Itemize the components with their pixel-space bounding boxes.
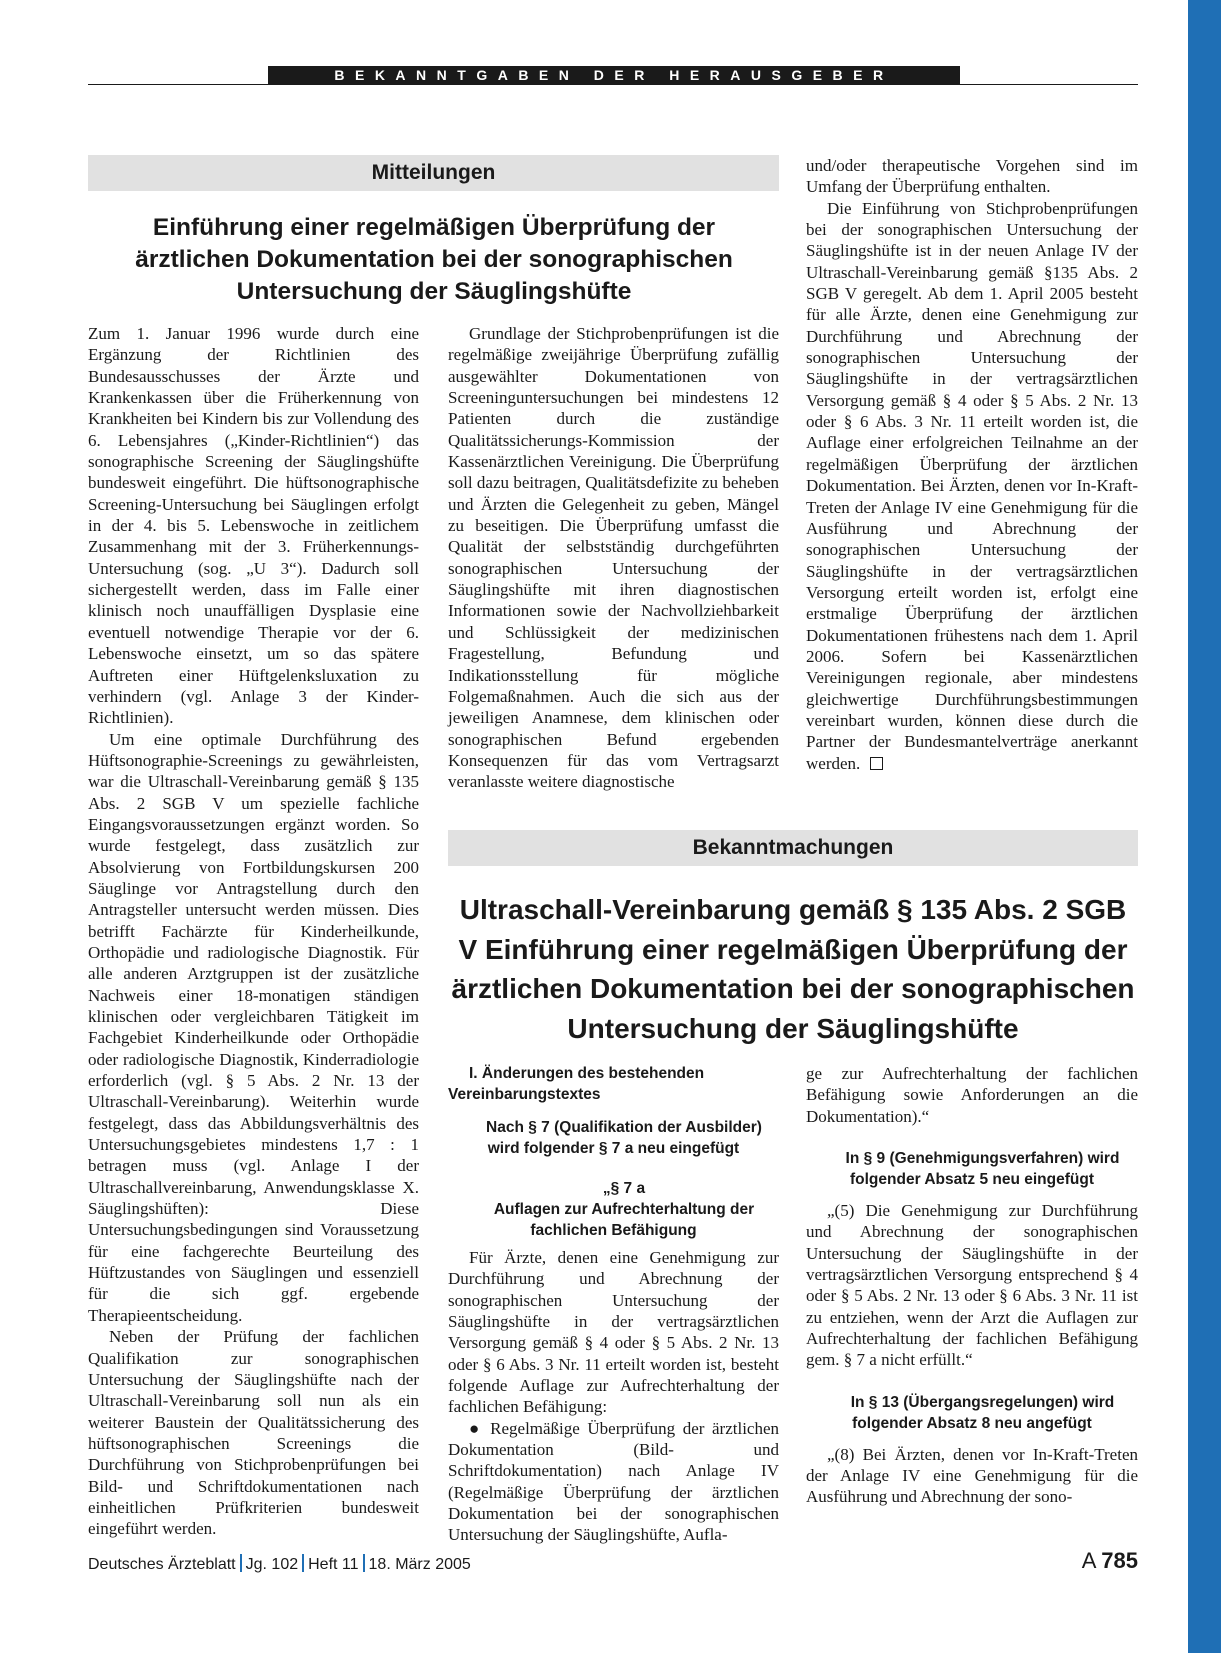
footer-issue: Heft 11 <box>308 1556 359 1573</box>
article2-heading-section13: In § 13 (Übergangsregelungen) wird folgender Absatz 8 neu angefügt <box>850 1393 1115 1432</box>
header-rule <box>88 84 1138 85</box>
article2-paragraph-subtitle: Auflagen zur Aufrechterhaltung der fachlichen Befähigung <box>493 1201 755 1239</box>
footer-separator <box>240 1554 242 1572</box>
article1-column-2 <box>448 323 779 793</box>
section-title-mitteilungen: Mitteilungen <box>88 155 779 191</box>
section-title-bekanntmachungen: Bekanntmachungen <box>448 830 1138 866</box>
article2-left-paragraph: Für Ärzte, denen eine Genehmigung zur Durchführung und Abrechnung der sonographischen Untersuchung der Säuglingshüfte in der vertragsärztlichen Versorgung gemäß § 4 oder § 5 Abs. 2 Nr. 13 oder § 6 Abs. 3 Nr. 11 erteilt worden ist, besteht folgende Auflage zur Aufrechterhaltung der fachlichen Befähigung: <box>448 1248 779 1417</box>
article1-headline: Einführung einer regelmäßigen Überprüfung der ärztlichen Dokumentation bei der sonographischen Untersuchung der Säuglingshüfte <box>135 214 733 305</box>
article2-heading-section9: In § 9 (Genehmigungsverfahren) wird folgender Absatz 5 neu eingefügt <box>845 1150 1120 1189</box>
footer-separator <box>302 1554 304 1572</box>
article2-column-right <box>806 1063 1138 1508</box>
page-number: A 785 <box>1081 1548 1138 1573</box>
footer-separator <box>363 1554 365 1572</box>
article1-col1-paragraph: Um eine optimale Durchführung des Hüftsonographie-Screenings zu gewährleisten, war die Ultraschall-Vereinbarung gemäß § 135 Abs. 2 SGB V um spezielle fachliche Eingangsvoraussetzungen ergänzt worden. So wurde festgelegt, dass zusätzlich zur Absolvierung von Fortbildungskursen 200 Säuglinge vor Antragstellung durch den Antragsteller untersucht werden müssen. Dies betrifft Fachärzte für Kinderheilkunde, Orthopädie und radiologische Diagnostik. Für alle anderen Arztgruppen ist der zusätzliche Nachweis einer 18-monatigen ständigen klinischen oder vergleichbaren Tätigkeit im Fachgebiet Kinderheilkunde oder Orthopädie oder radiologische Diagnostik, Kinderradiologie erforderlich (vgl. § 5 Abs. 2 Nr. 13 der Ultraschall-Vereinbarung). Weiterhin wurde festgelegt, dass das Abbildungsverhältnis des Untersuchungsgebietes mindestens 1,7 : 1 betragen muss (vgl. Anlage I der Ultraschallvereinbarung, Anwendungsklasse X. Säuglingshüften): Diese Untersuchungsbedingungen sind Voraussetzung für eine fachgerechte Beurteilung des Hüftzustandes von Säuglingen und essenziell für die sich ggf. ergebende Therapieentscheidung. <box>88 729 419 1325</box>
footer-citation <box>88 1554 471 1574</box>
article2-right-paragraph: ge zur Aufrechterhaltung der fachlichen Befähigung sowie Anforderungen an die Dokumentation).“ <box>806 1064 1138 1126</box>
footer-journal: Deutsches Ärzteblatt <box>88 1556 236 1573</box>
article1-col2-paragraph: Grundlage der Stichprobenprüfungen ist die regelmäßige zweijährige Überprüfung zufällig ausgewählter Dokumentationen von Screeninguntersuchungen bei mindestens 12 Patienten durch die zuständige Qualitätssicherungs-Kommission der Kassenärztlichen Vereinigung. Die Überprüfung soll dazu beitragen, Qualitätsdefizite zu beheben und Ärzten die Gelegenheit zu geben, Mängel zu beseitigen. Die Überprüfung umfasst die Qualität der selbstständig durchgeführten sonographischen Untersuchung der Säuglingshüfte mit ihren diagnostischen Informationen sowie der Nachvollziehbarkeit und Schlüssigkeit der medizinischen Fragestellung, Befundung und Indikationsstellung für mögliche Folgemaßnahmen. Auch die sich aus der jeweiligen Anamnese, dem klinischen oder sonographischen Befund ergebenden Konsequenzen für das vom Vertragsarzt veranlasste weitere diagnostische <box>448 324 779 792</box>
article1-col1-paragraph: Neben der Prüfung der fachlichen Qualifikation zur sonographischen Untersuchung der Säuglingshüfte nach der Ultraschall-Vereinbarung soll nun als ein weiterer Baustein der Qualitätssicherung des hüftsonographischen Screenings die Durchführung von Stichprobenprüfungen bei Bild- und Schriftdokumentationen nach einheitlichen Prüfkriterien bundesweit eingeführt werden. <box>88 1327 419 1539</box>
article2-right-paragraph: „(5) Die Genehmigung zur Durchführung und Abrechnung der sonographischen Untersuchung der Säuglingshüfte in der vertragsärztlichen Versorgung entsprechend § 4 oder § 5 Abs. 2 Nr. 13 oder § 6 Abs. 3 Nr. 11 ist zu entziehen, wenn der Arzt die Auflagen zur Aufrechterhaltung der fachlichen Befähigung gem. § 7 a nicht erfüllt.“ <box>806 1201 1138 1370</box>
article1-col1-paragraph: Zum 1. Januar 1996 wurde durch eine Ergänzung der Richtlinien des Bundesausschusses der Ärzte und Krankenkassen über die Früherkennung von Krankheiten bei Kindern bis zur Vollendung des 6. Lebensjahres („Kinder-Richtlinien“) das sonographische Screening der Säuglingshüfte bundesweit eingeführt. Die hüftsonographische Screening-Untersuchung bei Säuglingen erfolgt in der 4. bis 5. Lebenswoche in zeitlichem Zusammenhang mit der 3. Früherkennungs-Untersuchung (sog. „U 3“). Dadurch soll sichergestellt werden, dass im Falle einer klinisch noch unauffälligen Dysplasie eine eventuell notwendige Therapie vor der 6. Lebenswoche einsetzt, um so das spätere Auftreten einer Hüftgelenksluxation zu verhindern (vgl. Anlage 3 der Kinder-Richtlinien). <box>88 324 419 728</box>
footer-volume: Jg. 102 <box>245 1556 299 1573</box>
article2-heading-changes: I. Änderungen des bestehenden Vereinbarungstextes <box>448 1065 705 1103</box>
accent-sidebar <box>1188 0 1221 1653</box>
article2-headline: Ultraschall-Vereinbarung gemäß § 135 Abs. 2 SGB V Einführung einer regelmäßigen Überprüfung der ärztlichen Dokumentation bei der sonographischen Untersuchung der Säuglingshüfte <box>451 894 1135 1044</box>
article2-paragraph-title: „§ 7 a <box>602 1180 646 1197</box>
article2-heading-section7: Nach § 7 (Qualifikation der Ausbilder) wird folgender § 7 a neu eingefügt <box>486 1119 762 1157</box>
section-header-bar: BEKANNTGABEN DER HERAUSGEBER <box>268 66 960 85</box>
article2-right-paragraph: „(8) Bei Ärzten, denen vor In-Kraft-Treten der Anlage IV eine Genehmigung für die Ausführung und Abrechnung der sono- <box>806 1444 1138 1507</box>
end-of-article-icon <box>870 757 883 770</box>
article2-column-left <box>448 1063 779 1546</box>
article1-column-3 <box>806 155 1138 774</box>
article1-col3-paragraph: und/oder therapeutische Vorgehen sind im Umfang der Überprüfung enthalten. <box>806 156 1138 197</box>
footer-date: 18. März 2005 <box>368 1556 471 1573</box>
article1-column-1 <box>88 323 419 1540</box>
article1-col3-paragraph: Die Einführung von Stichprobenprüfungen bei der sonographischen Untersuchung der Säuglingshüfte ist in der neuen Anlage IV der Ultraschall-Vereinbarung gemäß §135 Abs. 2 SGB V geregelt. Ab dem 1. April 2005 besteht für alle Ärzte, denen eine Genehmigung zur Durchführung und Abrechnung der sonographischen Untersuchung der Säuglingshüfte in der vertragsärztlichen Versorgung gemäß § 4 oder § 5 Abs. 2 Nr. 13 oder § 6 Abs. 3 Nr. 11 erteilt worden ist, die Auflage einer erfolgreichen Teilnahme an der regelmäßigen Überprüfung der ärztlichen Dokumentation. Bei Ärzten, denen vor In-Kraft-Treten der Anlage IV eine Genehmigung für die Ausführung und Abrechnung der sonographischen Untersuchung der Säuglingshüfte in der vertragsärztlichen Versorgung erteilt worden ist, erfolgt eine erstmalige Überprüfung der ärztlichen Dokumentationen frühestens nach dem 1. April 2006. Sofern bei Kassenärztlichen Vereinigungen regionale, aber mindestens gleichwertige Durchführungsbestimmungen vereinbart wurden, können diese durch die Partner der Bundesmantelverträge anerkannt werden. <box>806 198 1138 773</box>
article2-bullet-item: ● Regelmäßige Überprüfung der ärztlichen Dokumentation (Bild- und Schriftdokumentation) nach Anlage IV (Regelmäßige Überprüfung der ärztlichen Dokumentation bei der sonographischen Untersuchung der Säuglingshüfte, Aufla- <box>448 1418 780 1545</box>
bullet-icon: ● <box>469 1418 483 1438</box>
